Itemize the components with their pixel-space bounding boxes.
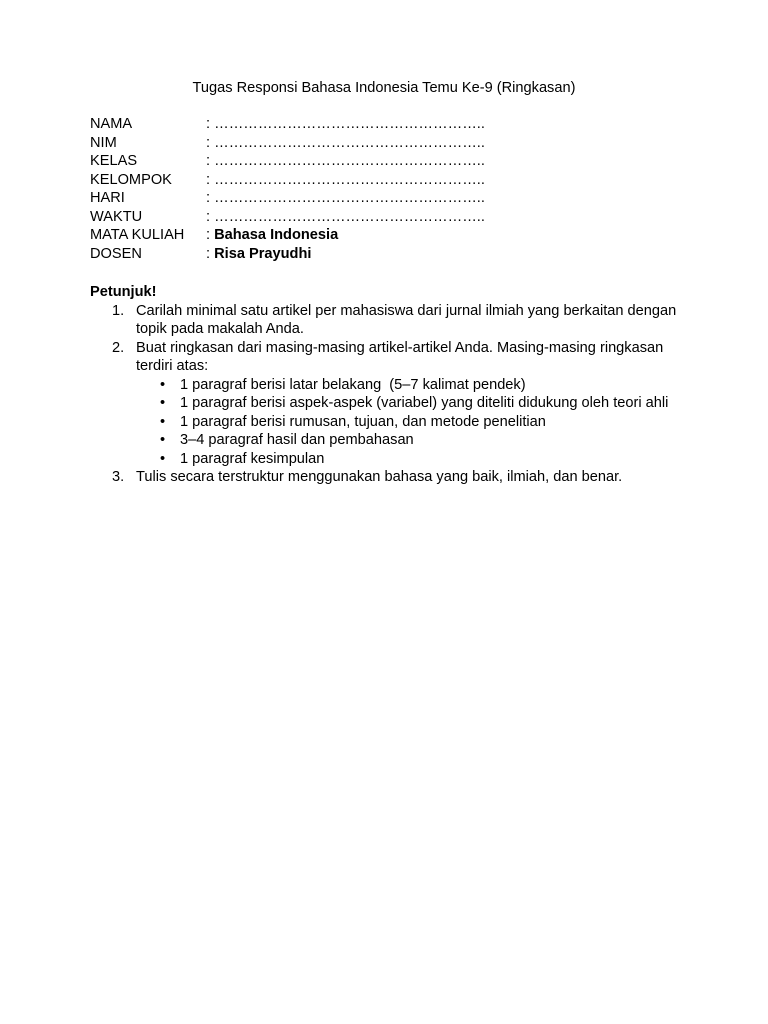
field-row-kelas xyxy=(90,152,485,171)
field-value-blank: : ……………………………………………….. xyxy=(206,116,485,132)
instruction-item xyxy=(90,339,690,469)
bullet-icon: • xyxy=(160,450,166,467)
item-text: Buat ringkasan dari masing-masing artikel-artikel Anda. Masing-masing ringkasan terdiri atas: xyxy=(136,339,672,374)
field-label: HARI xyxy=(90,190,125,206)
field-label: NAMA xyxy=(90,116,133,132)
sub-item-text: 1 paragraf berisi rumusan, tujuan, dan metode penelitian xyxy=(180,413,546,430)
field-row-dosen xyxy=(90,245,485,264)
field-row-waktu xyxy=(90,208,485,227)
item-text: Carilah minimal satu artikel per mahasiswa dari jurnal ilmiah yang berkaitan dengan topik pada makalah Anda. xyxy=(136,302,677,337)
field-value-blank: : ……………………………………………….. xyxy=(206,171,485,188)
sub-item-text: 1 paragraf berisi latar belakang (5–7 kalimat pendek) xyxy=(180,376,526,393)
bullet-icon: • xyxy=(160,395,166,411)
item-text: Tulis secara terstruktur menggunakan bahasa yang baik, ilmiah, dan benar. xyxy=(136,469,623,485)
field-value-blank: : ……………………………………………….. xyxy=(206,153,485,169)
field-row-hari xyxy=(90,189,485,208)
identity-fields xyxy=(90,115,485,263)
item-number: 3. xyxy=(112,469,125,485)
field-label: MATA KULIAH xyxy=(90,227,185,243)
field-value-blank: : ……………………………………………….. xyxy=(206,208,485,225)
document-title: Tugas Responsi Bahasa Indonesia Temu Ke-9 (Ringkasan) xyxy=(192,80,576,96)
sub-item xyxy=(136,394,690,413)
lecturer-name: Risa Prayudhi xyxy=(214,245,312,262)
field-label: DOSEN xyxy=(90,245,142,262)
bullet-icon: • xyxy=(160,413,166,430)
bullet-icon: • xyxy=(160,376,166,393)
bullet-icon: • xyxy=(160,432,166,448)
field-label: KELOMPOK xyxy=(90,171,172,188)
field-label: WAKTU xyxy=(90,208,143,225)
sub-item-text: 1 paragraf berisi aspek-aspek (variabel) yang diteliti didukung oleh teori ahli xyxy=(180,395,669,411)
field-row-nim xyxy=(90,134,485,153)
field-row-kelompok xyxy=(90,171,485,190)
field-row-mata-kuliah xyxy=(90,226,485,245)
sub-item-text: 3–4 paragraf hasil dan pembahasan xyxy=(180,432,414,448)
sub-item xyxy=(136,376,690,395)
instructions-section xyxy=(90,283,690,487)
course-name: Bahasa Indonesia xyxy=(214,227,339,243)
field-row-nama xyxy=(90,115,485,134)
field-value-blank: : ……………………………………………….. xyxy=(206,190,485,206)
field-colon: : xyxy=(206,245,215,262)
item-number: 2. xyxy=(112,339,125,356)
field-colon: : xyxy=(206,227,215,243)
instruction-list xyxy=(90,302,690,487)
summary-components-list xyxy=(136,376,690,469)
sub-item xyxy=(136,431,690,450)
instructions-heading: Petunjuk! xyxy=(90,284,157,300)
field-label: KELAS xyxy=(90,153,138,169)
instruction-item xyxy=(90,302,690,339)
sub-item xyxy=(136,450,690,469)
field-value-blank: : ……………………………………………….. xyxy=(206,134,485,151)
sub-item xyxy=(136,413,690,432)
instruction-item xyxy=(90,468,690,487)
field-label: NIM xyxy=(90,134,117,151)
sub-item-text: 1 paragraf kesimpulan xyxy=(180,450,325,467)
item-number: 1. xyxy=(112,302,125,319)
